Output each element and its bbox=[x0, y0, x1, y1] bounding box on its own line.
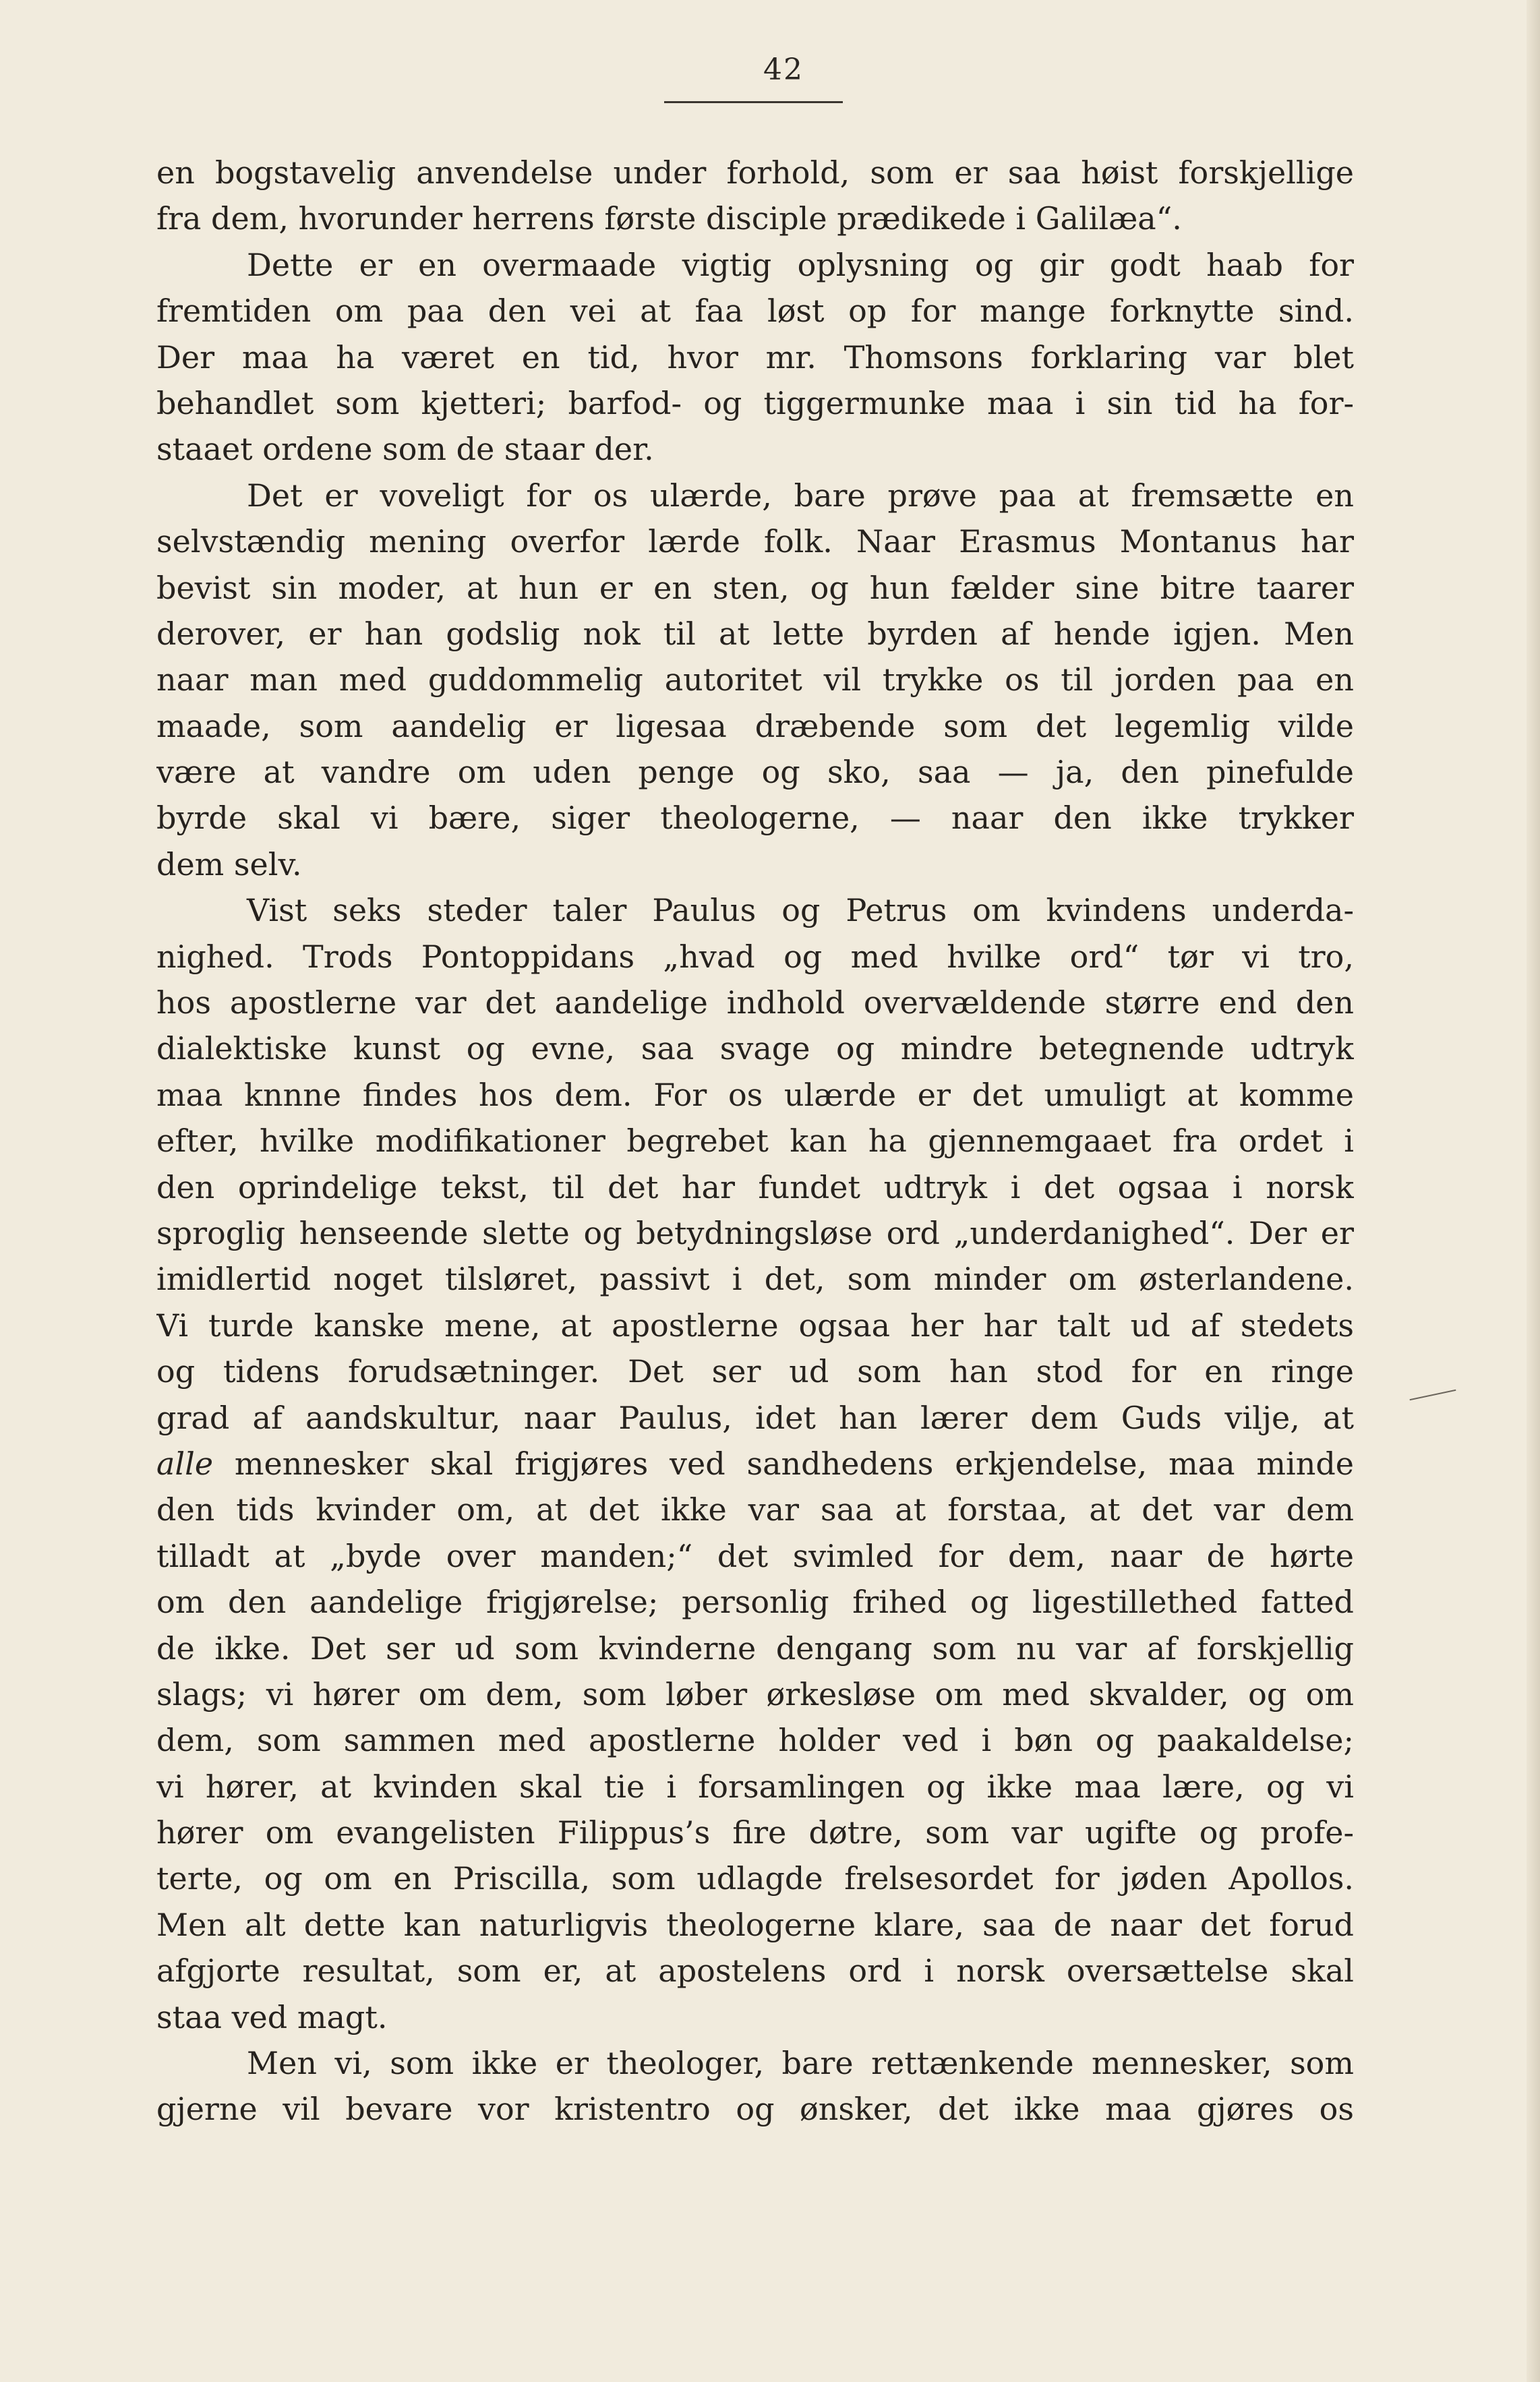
text-line: den oprindelige tekst, til det har fundet udtryk i det ogsaa i norsk bbox=[156, 1168, 1354, 1205]
text-line: bevist sin moder, at hun er en sten, og hun fælder sine bitre taarer bbox=[156, 569, 1354, 606]
text-line: Dette er en overmaade vigtig oplysning og gir godt haab for bbox=[247, 246, 1354, 283]
text-line: efter, hvilke modifikationer begrebet kan ha gjennemgaaet fra ordet i bbox=[156, 1123, 1354, 1160]
text-line: derover, er han godslig nok til at lette byrden af hende igjen. Men bbox=[156, 615, 1354, 652]
page-number: 42 bbox=[763, 53, 804, 87]
text-line: behandlet som kjetteri; barfod- og tiggermunke maa i sin tid ha for- bbox=[156, 384, 1354, 421]
margin-pencil-mark bbox=[1410, 1390, 1456, 1401]
text-line: den tids kvinder om, at det ikke var saa at forstaa, at det var dem bbox=[156, 1491, 1354, 1528]
text-line: dem selv. bbox=[156, 845, 302, 883]
text-line: en bogstavelig anvendelse under forhold, som er saa høist forskjellige bbox=[156, 154, 1354, 191]
text-line: maa knnne findes hos dem. For os ulærde er det umuligt at komme bbox=[156, 1076, 1354, 1113]
text-line: nighed. Trods Pontoppidans „hvad og med hvilke ord“ tør vi tro, bbox=[156, 938, 1354, 975]
text-line: imidlertid noget tilsløret, passivt i det, som minder om østerlandene. bbox=[156, 1261, 1354, 1298]
body-text bbox=[156, 150, 1354, 2133]
text-line: dem, som sammen med apostlerne holder ved i bøn og paakaldelse; bbox=[156, 1722, 1354, 1759]
text-line bbox=[156, 1441, 1354, 1487]
page-edge bbox=[1527, 0, 1540, 2382]
text-line: fremtiden om paa den vei at faa løst op for mange forknytte sind. bbox=[156, 293, 1354, 330]
text-line: gjerne vil bevare vor kristentro og ønsker, det ikke maa gjøres os bbox=[156, 2091, 1354, 2128]
text-line: staaet ordene som de staar der. bbox=[156, 431, 654, 468]
text-line: afgjorte resultat, som er, at apostelens ord i norsk oversættelse skal bbox=[156, 1953, 1354, 1990]
text-line: grad af aandskultur, naar Paulus, idet han lærer dem Guds vilje, at bbox=[156, 1399, 1354, 1436]
text-line: de ikke. Det ser ud som kvinderne dengang som nu var af forskjellig bbox=[156, 1630, 1354, 1667]
text-line: dialektiske kunst og evne, saa svage og mindre betegnende udtryk bbox=[156, 1030, 1354, 1067]
text-line: tilladt at „byde over manden;“ det svimled for dem, naar de hørte bbox=[156, 1537, 1354, 1574]
text-line: selvstændig mening overfor lærde folk. Naar Erasmus Montanus har bbox=[156, 523, 1354, 560]
text-line: hører om evangelisten Filippus’s fire døtre, som var ugifte og profe- bbox=[156, 1814, 1354, 1851]
text-line: naar man med guddommelig autoritet vil trykke os til jorden paa en bbox=[156, 661, 1354, 698]
text-line: Men vi, som ikke er theologer, bare rettænkende mennesker, som bbox=[247, 2045, 1354, 2082]
text-line: Der maa ha været en tid, hvor mr. Thomsons forklaring var blet bbox=[156, 338, 1354, 376]
text-line: Men alt dette kan naturligvis theologerne klare, saa de naar det forud bbox=[156, 1906, 1354, 1943]
text-line: maade, som aandelig er ligesaa dræbende som det legemlig vilde bbox=[156, 707, 1354, 744]
text-line: fra dem, hvorunder herrens første disciple prædikede i Galilæa“. bbox=[156, 200, 1182, 237]
text-line: og tidens forudsætninger. Det ser ud som han stod for en ringe bbox=[156, 1353, 1354, 1390]
text-line: slags; vi hører om dem, som løber ørkesløse om med skvalder, og om bbox=[156, 1675, 1354, 1713]
text-line: terte, og om en Priscilla, som udlagde frelsesordet for jøden Apollos. bbox=[156, 1860, 1354, 1897]
line-rest: mennesker skal frigjøres ved sandhedens erkjendelse, maa minde bbox=[213, 1445, 1354, 1482]
text-line: Det er voveligt for os ulærde, bare prøve paa at fremsætte en bbox=[247, 477, 1354, 514]
text-line: være at vandre om uden penge og sko, saa — ja, den pinefulde bbox=[156, 754, 1354, 791]
text-line: hos apostlerne var det aandelige indhold overvældende større end den bbox=[156, 984, 1354, 1021]
text-line: sproglig henseende slette og betydningsløse ord „underdanighed“. Der er bbox=[156, 1214, 1354, 1251]
text-line: vi hører, at kvinden skal tie i forsamlingen og ikke maa lære, og vi bbox=[156, 1768, 1354, 1805]
text-line: staa ved magt. bbox=[156, 1998, 388, 2035]
text-line: byrde skal vi bære, siger theologerne, — naar den ikke trykker bbox=[156, 800, 1354, 837]
header-rule bbox=[664, 101, 843, 103]
text-line: Vi turde kanske mene, at apostlerne ogsaa her har talt ud af stedets bbox=[156, 1307, 1354, 1344]
text-line: Vist seks steder taler Paulus og Petrus om kvindens underda- bbox=[247, 892, 1354, 929]
text-line: om den aandelige frigjørelse; personlig frihed og ligestillethed fatted bbox=[156, 1584, 1354, 1621]
italic-word: alle bbox=[156, 1445, 214, 1482]
